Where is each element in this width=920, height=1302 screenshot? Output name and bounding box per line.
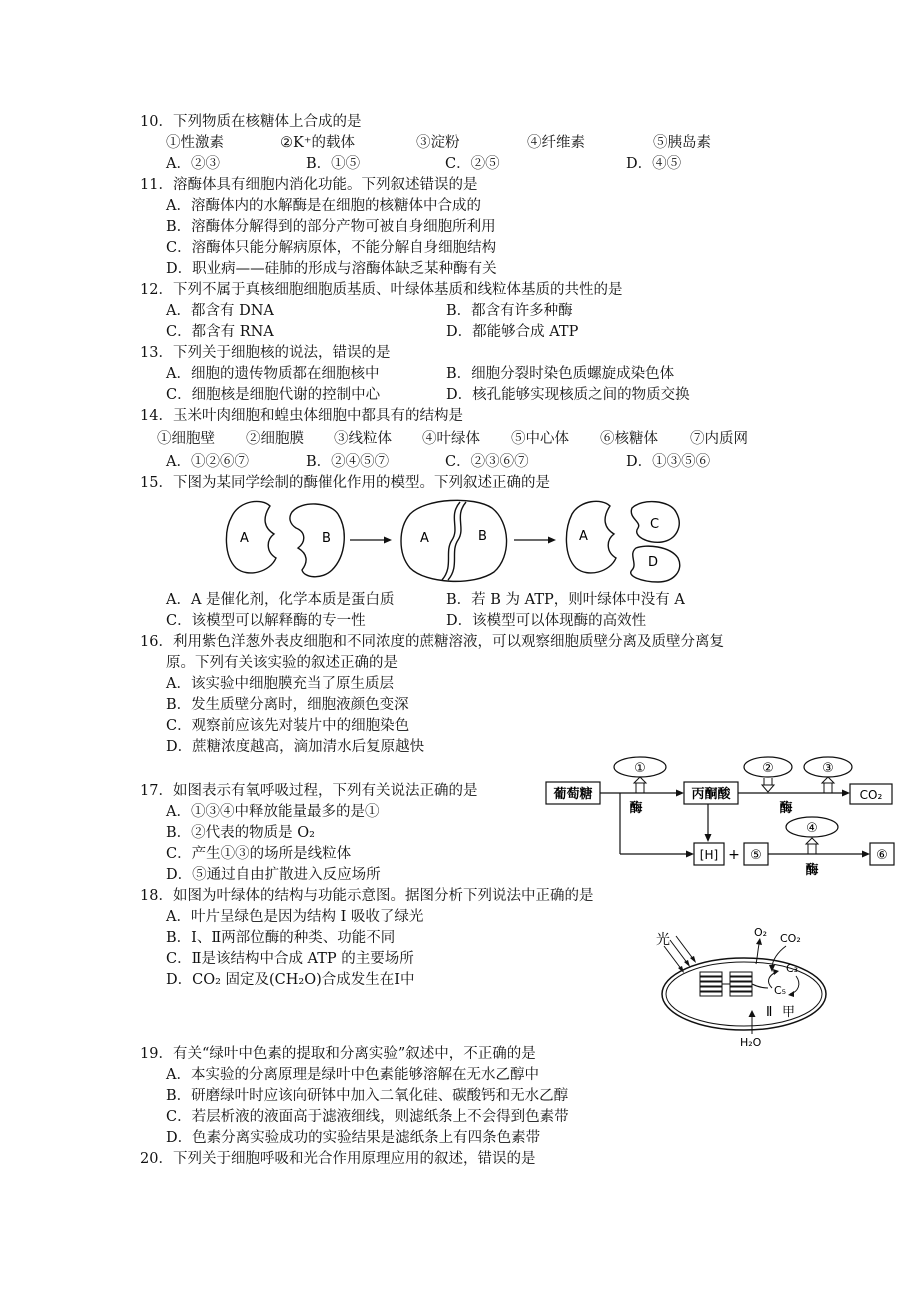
q14-item-3: ③线粒体: [334, 431, 392, 447]
q10-item-5: ⑤胰岛素: [653, 135, 711, 151]
aerobic-respiration-figure: [540, 754, 900, 880]
q10-option-a: A．②③: [166, 156, 220, 172]
q17-stem: 17．如图表示有氧呼吸过程，下列有关说法正确的是: [140, 783, 478, 799]
q10-item-1: ①性激素: [166, 135, 224, 151]
q14-item-1: ①细胞壁: [157, 431, 215, 447]
q12-option-b: B．都含有许多种酶: [446, 303, 573, 319]
q10-option-c: C．②⑤: [445, 156, 500, 172]
enzyme-a-shape: [226, 501, 276, 573]
q11-option-c: C．溶酶体只能分解病原体，不能分解自身细胞结构: [166, 240, 497, 256]
q18-option-a: A．叶片呈绿色是因为结构 I 吸收了绿光: [166, 909, 424, 925]
label-b-2: B: [478, 529, 487, 544]
q13-option-d: D．核孔能够实现核质之间的物质交换: [446, 387, 690, 403]
q19-stem: 19．有关“绿叶中色素的提取和分离实验”叙述中，不正确的是: [140, 1046, 536, 1062]
circle-3-label: ③: [822, 761, 834, 776]
q10-item-3: ③淀粉: [416, 135, 460, 151]
q18-option-c: C．Ⅱ是该结构中合成 ATP 的主要场所: [166, 951, 414, 967]
enzyme-label-1: 酶: [629, 801, 643, 816]
circle-2-label: ②: [762, 761, 774, 776]
q14-option-d: D．①③⑤⑥: [626, 454, 711, 470]
enzyme-model-figure: [222, 494, 682, 586]
q14-option-c: C．②③⑥⑦: [445, 454, 529, 470]
q14-item-4: ④叶绿体: [422, 431, 480, 447]
q14-item-5: ⑤中心体: [511, 431, 569, 447]
jia-label: 甲: [782, 1005, 796, 1020]
q12-option-d: D．都能够合成 ATP: [446, 324, 579, 340]
circle-4-label: ④: [806, 821, 818, 836]
q10-option-b: B．①⑤: [306, 156, 361, 172]
pyruvate-label: 丙酮酸: [691, 787, 731, 802]
q13-option-c: C．细胞核是细胞代谢的控制中心: [166, 387, 381, 403]
q13-option-b: B．细胞分裂时染色质螺旋成染色体: [446, 366, 675, 382]
co2-label: CO₂: [859, 788, 883, 802]
q16-stem-line1: 16．利用紫色洋葱外表皮细胞和不同浓度的蔗糖溶液，可以观察细胞质壁分离及质壁分离复: [140, 634, 724, 650]
q15-option-d: D．该模型可以体现酶的高效性: [446, 613, 647, 629]
q14-item-2: ②细胞膜: [246, 431, 304, 447]
q17-option-a: A．①③④中释放能量最多的是①: [166, 804, 380, 820]
q12-stem: 12．下列不属于真核细胞细胞质基质、叶绿体基质和线粒体基质的共性的是: [140, 282, 623, 298]
h-label: [H]: [699, 848, 719, 862]
label-a-3: A: [579, 529, 588, 544]
q11-stem: 11．溶酶体具有细胞内消化功能。下列叙述错误的是: [140, 177, 478, 193]
q14-option-b: B．②④⑤⑦: [306, 454, 390, 470]
q19-option-b: B．研磨绿叶时应该向研钵中加入二氧化硅、碳酸钙和无水乙醇: [166, 1088, 569, 1104]
q17-option-d: D．⑤通过自由扩散进入反应场所: [166, 867, 381, 883]
q16-stem-line2: 原。下列有关该实验的叙述正确的是: [166, 655, 398, 671]
q11-option-d: D．职业病——硅肺的形成与溶酶体缺乏某种酶有关: [166, 261, 497, 277]
circle-1-label: ①: [634, 761, 646, 776]
q15-option-c: C．该模型可以解释酶的专一性: [166, 613, 366, 629]
q14-stem: 14．玉米叶肉细胞和蝗虫体细胞中都具有的结构是: [140, 408, 463, 424]
q13-stem: 13．下列关于细胞核的说法，错误的是: [140, 345, 391, 361]
q16-option-b: B．发生质壁分离时，细胞液颜色变深: [166, 697, 409, 713]
q20-stem: 20．下列关于细胞呼吸和光合作用原理应用的叙述，错误的是: [140, 1151, 536, 1167]
enzyme-a-shape-3: [566, 501, 616, 573]
label-b-1: B: [322, 531, 331, 546]
q11-option-b: B．溶酶体分解得到的部分产物可被自身细胞所利用: [166, 219, 496, 235]
q11-option-a: A．溶酶体内的水解酶是在细胞的核糖体中合成的: [166, 198, 481, 214]
q12-option-c: C．都含有 RNA: [166, 324, 274, 340]
c3-label: C₃: [786, 962, 799, 975]
co2-label: CO₂: [780, 932, 801, 945]
q18-stem: 18．如图为叶绿体的结构与功能示意图。据图分析下列说法中正确的是: [140, 888, 594, 904]
box-5-label: ⑤: [750, 848, 762, 863]
q13-option-a: A．细胞的遗传物质都在细胞核中: [166, 366, 380, 382]
q12-option-a: A．都含有 DNA: [166, 303, 274, 319]
roman-2-label: Ⅱ: [766, 1005, 773, 1020]
q15-stem: 15．下图为某同学绘制的酶催化作用的模型。下列叙述正确的是: [140, 475, 550, 491]
chloroplast-figure: [648, 918, 828, 1052]
plus-sign: +: [728, 847, 740, 863]
box-6-label: ⑥: [876, 848, 888, 863]
q16-option-a: A．该实验中细胞膜充当了原生质层: [166, 676, 394, 692]
substrate-b-shape: [290, 504, 344, 577]
q19-option-a: A．本实验的分离原理是绿叶中色素能够溶解在无水乙醇中: [166, 1067, 539, 1083]
q10-item-2: ②K⁺的载体: [280, 135, 355, 151]
q10-item-4: ④纤维素: [527, 135, 585, 151]
light-label: 光: [656, 932, 670, 948]
label-c: C: [650, 517, 660, 532]
q10-option-d: D．④⑤: [626, 156, 682, 172]
label-a-1: A: [240, 531, 249, 546]
label-d: D: [648, 555, 659, 570]
q17-option-b: B．②代表的物质是 O₂: [166, 825, 315, 841]
q18-option-b: B．Ⅰ、Ⅱ两部位酶的种类、功能不同: [166, 930, 396, 946]
q17-option-c: C．产生①③的场所是线粒体: [166, 846, 352, 862]
enzyme-label-2: 酶: [779, 801, 793, 816]
q15-option-b: B．若 B 为 ATP，则叶绿体中没有 A: [446, 592, 685, 608]
q16-option-d: D．蔗糖浓度越高，滴加清水后复原越快: [166, 739, 425, 755]
q19-option-d: D．色素分离实验成功的实验结果是滤纸条上有四条色素带: [166, 1130, 541, 1146]
enzyme-label-3: 酶: [805, 863, 819, 878]
glucose-label: 葡萄糖: [553, 787, 593, 802]
q14-item-7: ⑦内质网: [690, 431, 748, 447]
q10-stem: 10．下列物质在核糖体上合成的是: [140, 114, 362, 130]
q16-option-c: C．观察前应该先对装片中的细胞染色: [166, 718, 410, 734]
q14-option-a: A．①②⑥⑦: [166, 454, 249, 470]
q19-option-c: C．若层析液的液面高于滤液细线，则滤纸条上不会得到色素带: [166, 1109, 569, 1125]
q14-item-6: ⑥核糖体: [600, 431, 658, 447]
o2-label: O₂: [754, 926, 768, 939]
q18-option-d: D．CO₂ 固定及(CH₂O)合成发生在Ⅰ中: [166, 972, 415, 988]
label-a-2: A: [420, 531, 429, 546]
q15-option-a: A．A 是催化剂，化学本质是蛋白质: [166, 592, 395, 608]
c5-label: C₅: [774, 984, 787, 997]
h2o-label: H₂O: [740, 1036, 762, 1049]
